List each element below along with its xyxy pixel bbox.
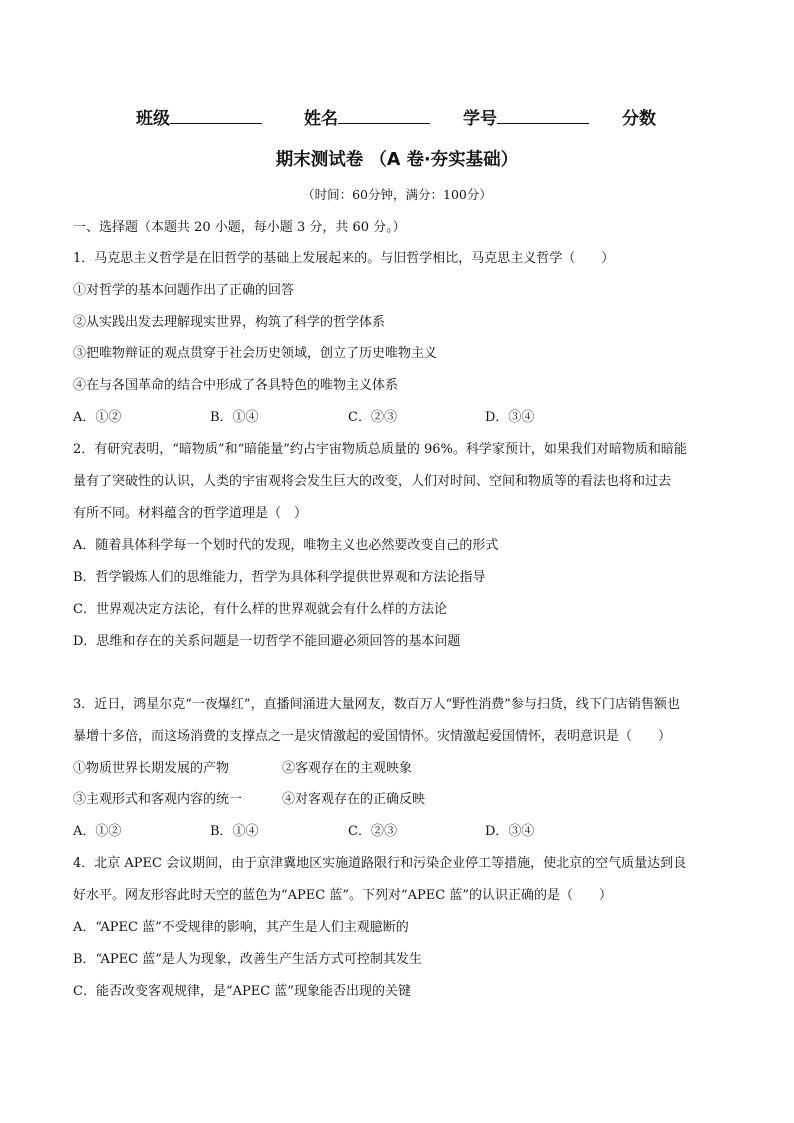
question-1-option-b[interactable]: B．①④ <box>210 410 259 425</box>
question-1-statement: ①对哲学的基本问题作出了正确的回答 <box>73 283 295 298</box>
name-blank[interactable] <box>338 105 430 124</box>
name-label: 姓名 <box>304 109 338 129</box>
class-blank[interactable] <box>170 105 262 124</box>
question-3-statement: ③主观形式和客观内容的统一 <box>73 792 243 807</box>
id-blank[interactable] <box>497 105 589 124</box>
question-2-stem: 量有了突破性的认识，人类的宇宙观将会发生巨大的改变，人们对时间、空间和物质等的看法也将和过去 <box>73 474 672 489</box>
question-4-stem: 4．北京 APEC 会议期间，由于京津冀地区实施道路限行和污染企业停工等措施，使北京的空气质量达到良 <box>73 856 687 871</box>
question-3-option-d[interactable]: D．③④ <box>485 824 535 839</box>
question-3-statement: ①物质世界长期发展的产物 <box>73 761 230 776</box>
score-field <box>622 104 656 129</box>
exam-title: 期末测试卷 （A 卷·夯实基础） <box>275 150 519 170</box>
question-2-option-a[interactable]: A．随着具体科学每一个划时代的发现，唯物主义也必然要改变自己的形式 <box>73 538 499 553</box>
score-label: 分数 <box>622 109 656 129</box>
question-3-option-b[interactable]: B．①④ <box>210 824 259 839</box>
question-2-stem: 2．有研究表明，“暗物质”和“暗能量”约占宇宙物质总质量的 96%。科学家预计，如果我们对暗物质和暗能 <box>73 442 687 457</box>
question-3-stem: 3．近日，鸿星尔克“一夜爆红”，直播间涌进大量网友，数百万人“野性消费”参与扫货，线下门店销售额也 <box>73 697 680 712</box>
question-3-statement: ④对客观存在的正确反映 <box>282 792 426 807</box>
question-4-stem: 好水平。网友形容此时天空的蓝色为“APEC 蓝”。下列对“APEC 蓝”的认识正确的是（ ） <box>73 888 612 903</box>
question-2-option-c[interactable]: C．世界观决定方法论，有什么样的世界观就会有什么样的方法论 <box>73 602 447 617</box>
class-field <box>136 104 262 129</box>
question-1-statement: ②从实践出发去理解现实世界，构筑了科学的哲学体系 <box>73 315 386 330</box>
question-1-statement: ③把唯物辩证的观点贯穿于社会历史领域，创立了历史唯物主义 <box>73 346 438 361</box>
question-1-option-c[interactable]: C．②③ <box>348 410 397 425</box>
question-4-option-b[interactable]: B．“APEC 蓝”是人为现象，改善生产生活方式可控制其发生 <box>73 952 422 967</box>
question-3-option-c[interactable]: C．②③ <box>348 824 397 839</box>
question-4-option-a[interactable]: A．“APEC 蓝”不受规律的影响，其产生是人们主观臆断的 <box>73 920 409 935</box>
question-2-option-d[interactable]: D．思维和存在的关系问题是一切哲学不能回避必须回答的基本问题 <box>73 634 461 649</box>
question-3-stem: 暴增十多倍，而这场消费的支撑点之一是灾情激起的爱国情怀。灾情激起爱国情怀，表明意识是（ ） <box>73 729 672 744</box>
section-heading: 一、选择题（本题共 20 小题，每小题 3 分，共 60 分。） <box>73 220 406 235</box>
question-1-option-a[interactable]: A．①② <box>73 410 122 425</box>
question-1-statement: ④在与各国革命的结合中形成了各具特色的唯物主义体系 <box>73 378 399 393</box>
name-field <box>304 104 430 129</box>
id-label: 学号 <box>463 109 497 129</box>
class-label: 班级 <box>136 109 170 129</box>
exam-subtitle: （时间：60分钟，满分：100分） <box>302 187 492 202</box>
id-field <box>463 104 589 129</box>
question-2-option-b[interactable]: B．哲学锻炼人们的思维能力，哲学为具体科学提供世界观和方法论指导 <box>73 570 486 585</box>
question-3-statement: ②客观存在的主观映象 <box>282 761 413 776</box>
question-3-option-a[interactable]: A．①② <box>73 824 122 839</box>
question-1-option-d[interactable]: D．③④ <box>485 410 535 425</box>
question-1-stem: 1．马克思主义哲学是在旧哲学的基础上发展起来的。与旧哲学相比，马克思主义哲学（ ） <box>73 251 615 266</box>
student-info-header <box>0 104 794 130</box>
question-2-stem: 有所不同。材料蕴含的哲学道理是（ ） <box>73 506 308 521</box>
question-4-option-c[interactable]: C．能否改变客观规律，是“APEC 蓝”现象能否出现的关键 <box>73 984 411 999</box>
